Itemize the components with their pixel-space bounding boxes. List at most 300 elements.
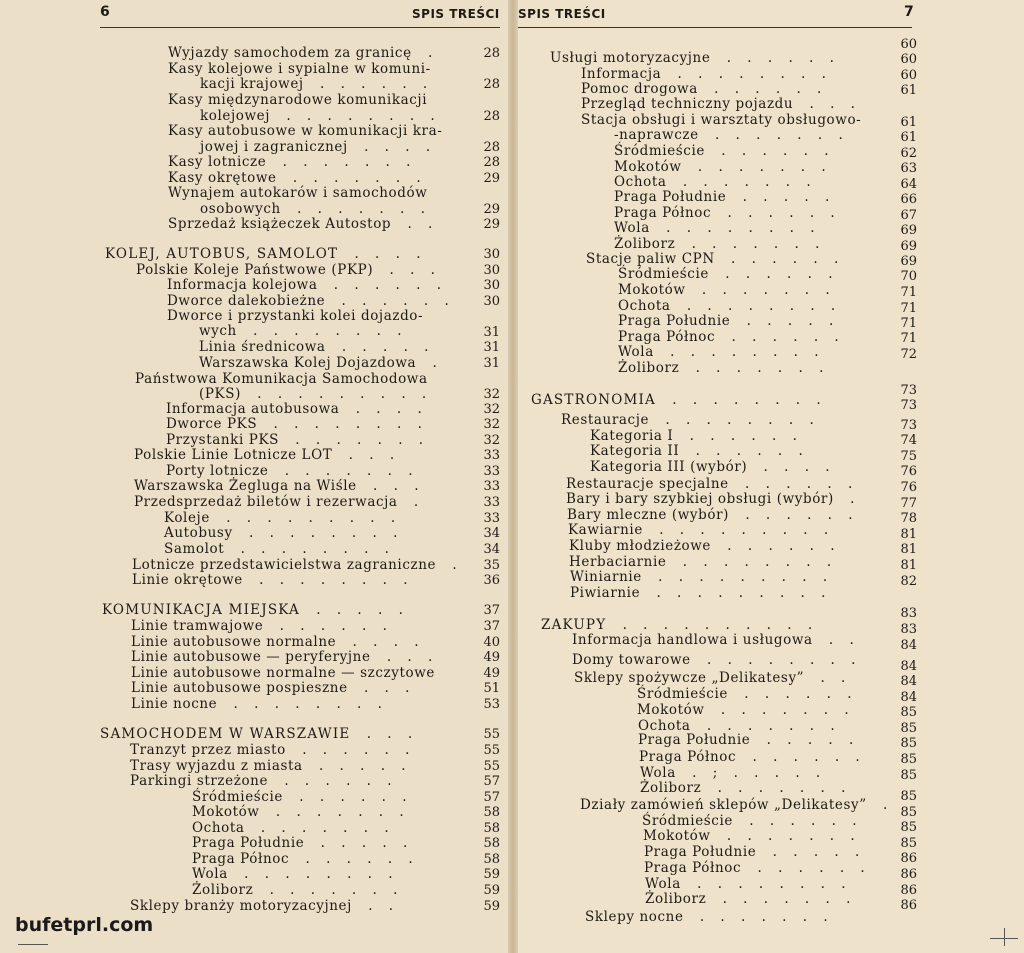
toc-entry xyxy=(614,143,834,159)
toc-leader-dots: . . . . . . xyxy=(716,50,840,66)
toc-leader-dots: . . . . . xyxy=(756,732,860,748)
toc-page-number: 77 xyxy=(900,496,917,511)
toc-leader-dots: . . xyxy=(810,670,852,686)
toc-leader-dots: . . . . . . . xyxy=(274,463,419,479)
toc-entry xyxy=(192,804,410,820)
toc-leader-dots: . . . . . . . . xyxy=(696,652,862,668)
toc-entry-title: Kluby młodzieżowe xyxy=(569,538,712,554)
toc-leader-dots: . xyxy=(422,355,443,371)
header-rule-right xyxy=(516,27,912,28)
toc-entry-title: Wola xyxy=(618,344,654,360)
toc-leader-dots: . . . . . . xyxy=(269,618,393,634)
toc-entry xyxy=(192,866,399,882)
toc-leader-dots: . . . xyxy=(338,447,401,463)
toc-entry xyxy=(561,412,820,428)
toc-entry xyxy=(134,494,424,510)
toc-page-number: 85 xyxy=(900,705,917,720)
toc-entry-title: Kategoria I xyxy=(590,428,674,444)
toc-page-number: 85 xyxy=(900,768,917,783)
toc-leader-dots: . . . xyxy=(376,649,439,665)
toc-entry-title: Państwowa Komunikacja Samochodowa xyxy=(135,371,428,387)
toc-entry xyxy=(643,828,861,844)
toc-leader-dots: . . . . . xyxy=(762,844,866,860)
toc-page-number: 67 xyxy=(900,208,917,223)
toc-entry xyxy=(166,401,428,417)
toc-entry-title: Dworce i przystanki kolei dojazdo- xyxy=(167,308,424,324)
toc-entry-title: Praga Północ xyxy=(618,329,716,345)
toc-entry-title: Linie nocne xyxy=(131,696,218,712)
toc-page-number: 58 xyxy=(483,821,500,836)
toc-entry xyxy=(637,702,855,718)
toc-page-number: 57 xyxy=(483,790,500,805)
toc-entry xyxy=(164,510,401,526)
toc-entry xyxy=(640,765,826,781)
toc-page-number: 85 xyxy=(900,736,917,751)
toc-page-number: 29 xyxy=(483,217,500,232)
toc-entry xyxy=(199,323,408,339)
running-head-right: SPIS TREŚCI xyxy=(518,7,606,21)
toc-leader-dots: . . . . . . xyxy=(331,293,455,309)
toc-leader-dots: . xyxy=(872,797,894,813)
toc-leader-dots: . ; . . . . . xyxy=(681,765,827,781)
toc-page-number: 72 xyxy=(900,347,917,362)
toc-entry-title: wych xyxy=(199,323,237,339)
toc-entry-title: Parkingi strzeżone xyxy=(130,773,269,789)
toc-page-number: 71 xyxy=(900,331,917,346)
toc-entry-title: Linie okrętowe xyxy=(132,572,243,588)
toc-page-number: 71 xyxy=(900,301,917,316)
toc-entry xyxy=(618,298,841,314)
toc-entry-title: Praga Południe xyxy=(192,835,305,851)
toc-page-number: 59 xyxy=(483,899,500,914)
toc-page-number: 28 xyxy=(483,109,500,124)
toc-leader-dots: . . . . . xyxy=(308,758,412,774)
toc-page-number: 58 xyxy=(483,836,500,851)
toc-page-number: 34 xyxy=(483,542,500,557)
toc-page-number: 31 xyxy=(483,356,500,371)
toc-page-number: 76 xyxy=(900,480,917,495)
toc-leader-dots: . . . . xyxy=(345,401,428,417)
toc-entry-title: Kawiarnie xyxy=(568,522,643,538)
toc-entry xyxy=(168,92,427,108)
toc-leader-dots: . . . . . . xyxy=(703,81,828,97)
toc-leader-dots: . . . . . . xyxy=(291,742,416,758)
toc-entry-title: Praga Północ xyxy=(614,205,712,221)
toc-entry-title: Warszawska Żegluga na Wiśle xyxy=(134,478,357,494)
toc-page-number: 73 xyxy=(900,418,917,433)
toc-entry xyxy=(131,665,435,681)
toc-entry xyxy=(200,139,436,155)
toc-page-number: 76 xyxy=(900,464,917,479)
toc-entry xyxy=(614,189,835,205)
toc-page-number: 33 xyxy=(483,448,500,463)
toc-entry-title: (PKS) xyxy=(199,386,241,402)
toc-entry-title: Wola xyxy=(645,876,681,892)
toc-page-number: 37 xyxy=(483,619,500,634)
toc-page-number: 57 xyxy=(483,774,500,789)
toc-leader-dots: . . . . . . xyxy=(309,76,434,92)
toc-leader-dots: . . . . . . . . xyxy=(686,876,852,892)
toc-entry xyxy=(581,96,861,112)
toc-entry-title: Śródmieście xyxy=(614,143,705,159)
toc-entry xyxy=(192,851,419,867)
toc-leader-dots: . . . . . xyxy=(331,339,435,355)
toc-entry-title: Kategoria III (wybór) xyxy=(590,459,748,475)
toc-entry-title: Ochota xyxy=(192,820,245,836)
toc-entry xyxy=(132,557,463,573)
toc-entry xyxy=(590,428,803,444)
toc-page-number: 69 xyxy=(900,239,917,254)
toc-entry-title: Informacja handlowa i usługowa xyxy=(572,632,813,648)
toc-entry xyxy=(132,572,414,588)
toc-leader-dots: . . . . . . . xyxy=(672,174,817,190)
toc-page-number: 73 xyxy=(900,383,917,398)
toc-leader-dots: . . . . . . . . xyxy=(655,220,821,236)
toc-entry-title: Praga Północ xyxy=(192,851,290,867)
toc-entry-title: KOMUNIKACJA MIEJSKA xyxy=(102,602,300,618)
toc-page-number: 83 xyxy=(900,622,917,637)
toc-entry xyxy=(567,507,859,523)
toc-entry xyxy=(200,76,433,92)
toc-entry-title: Wola xyxy=(614,220,650,236)
toc-page-number: 82 xyxy=(900,574,917,589)
toc-entry xyxy=(130,898,399,914)
toc-leader-dots: . . . . . . . xyxy=(265,804,410,820)
toc-entry-title: Restauracje xyxy=(561,412,650,428)
toc-entry-title: Tranzyt przez miasto xyxy=(130,742,286,758)
toc-entry xyxy=(618,282,836,298)
toc-section-heading xyxy=(531,392,827,408)
toc-entry xyxy=(590,443,809,459)
toc-leader-dots: . . . . . . . xyxy=(716,828,861,844)
toc-entry-title: Dworce dalekobieżne xyxy=(167,293,326,309)
toc-entry xyxy=(614,205,841,221)
toc-entry xyxy=(614,236,825,252)
toc-page-number: 49 xyxy=(483,650,500,665)
toc-page-number: 86 xyxy=(900,883,917,898)
toc-page-number: 33 xyxy=(483,464,500,479)
toc-leader-dots: . . . . xyxy=(344,246,427,262)
toc-entry-title: Polskie Linie Lotnicze LOT xyxy=(134,447,333,463)
toc-entry-title: Śródmieście xyxy=(642,813,733,829)
toc-page-number: 28 xyxy=(483,77,500,92)
toc-entry xyxy=(618,360,829,376)
toc-entry-title: Informacja autobusowa xyxy=(166,401,340,417)
toc-page-number: 85 xyxy=(900,721,917,736)
crop-mark-left xyxy=(18,944,48,945)
toc-leader-dots: . . . . . . xyxy=(735,507,859,523)
toc-page-number: 29 xyxy=(483,171,500,186)
toc-leader-dots: . xyxy=(442,557,463,573)
toc-entry-title: Polskie Koleje Państwowe (PKP) xyxy=(136,262,374,278)
toc-entry-title: Herbaciarnie xyxy=(569,554,667,570)
toc-leader-dots: . . . . . xyxy=(736,313,840,329)
toc-leader-dots: . . . . . . . . xyxy=(662,392,827,408)
toc-entry-title: Sklepy nocne xyxy=(585,909,684,925)
toc-entry xyxy=(585,909,834,925)
toc-entry-title: Kasy kolejowe i sypialne w komuni- xyxy=(168,61,431,77)
toc-leader-dots: . . . . . . xyxy=(679,428,803,444)
toc-entry-title: Wola xyxy=(192,866,228,882)
toc-entry xyxy=(642,813,862,829)
toc-entry xyxy=(130,758,412,774)
toc-page-number: 81 xyxy=(900,558,917,573)
toc-leader-dots: . . . . . . . . . xyxy=(648,522,835,538)
toc-leader-dots: . . . . . . xyxy=(295,851,419,867)
toc-leader-dots: . . . . . . xyxy=(288,789,413,805)
toc-page-number: 28 xyxy=(483,46,500,61)
toc-leader-dots: . . . . . . . . xyxy=(672,554,838,570)
toc-page-number: 75 xyxy=(900,449,917,464)
toc-leader-dots: . . . . . . . xyxy=(681,236,826,252)
toc-entry-title: Trasy wyjazdu z miasta xyxy=(130,758,303,774)
toc-leader-dots: . . . . . . . . . xyxy=(647,569,834,585)
toc-leader-dots: . . . . . . . . xyxy=(238,525,404,541)
toc-leader-dots: . . . . . xyxy=(305,602,409,618)
toc-entry xyxy=(200,108,441,124)
toc-leader-dots: . . . . . . . . . xyxy=(246,386,433,402)
toc-entry-title: Mokotów xyxy=(643,828,711,844)
toc-entry xyxy=(134,478,424,494)
toc-leader-dots: . . . . . . . xyxy=(250,820,395,836)
toc-entry-title: Sklepy spożywcze „Delikatesy” xyxy=(574,670,805,686)
toc-leader-dots: . . . . xyxy=(753,459,836,475)
toc-entry-title: Praga Północ xyxy=(639,749,737,765)
page-number-left: 6 xyxy=(100,4,110,20)
toc-page-number: 37 xyxy=(483,603,500,618)
toc-page-number: 49 xyxy=(483,666,500,681)
toc-entry xyxy=(131,634,425,650)
toc-leader-dots: . . xyxy=(818,632,860,648)
toc-page-number: 28 xyxy=(483,155,500,170)
watermark-text: bufetprl.com xyxy=(15,914,154,936)
toc-leader-dots: . . . . . . xyxy=(721,329,845,345)
toc-leader-dots: . . . . . . . xyxy=(691,282,836,298)
toc-entry-title: Wyjazdy samochodem za granicę xyxy=(168,45,412,61)
toc-entry xyxy=(167,277,447,293)
toc-entry xyxy=(569,554,837,570)
toc-entry-title: osobowych xyxy=(200,201,281,217)
toc-leader-dots: . . . . . . . xyxy=(687,159,832,175)
toc-entry-title: Wynajem autokarów i samochodów xyxy=(168,185,428,201)
toc-leader-dots: . . . . . . xyxy=(323,277,447,293)
toc-leader-dots: . . . . . . . xyxy=(286,201,431,217)
toc-entry-title: Linie autobusowe pospieszne xyxy=(131,680,348,696)
toc-page-number: 33 xyxy=(483,511,500,526)
toc-entry-title: Stacja obsługi i warsztaty obsługowo- xyxy=(581,112,862,128)
toc-leader-dots: . . . . . . . . xyxy=(655,412,820,428)
toc-entry xyxy=(574,670,851,686)
toc-entry xyxy=(134,447,400,463)
toc-page-number: 81 xyxy=(900,542,917,557)
toc-entry xyxy=(131,618,393,634)
toc-page-number: 84 xyxy=(900,638,917,653)
toc-entry xyxy=(164,525,403,541)
toc-entry xyxy=(199,339,434,355)
toc-leader-dots: . . xyxy=(357,898,400,914)
toc-entry xyxy=(645,891,856,907)
toc-entry xyxy=(644,844,865,860)
toc-entry xyxy=(166,463,418,479)
toc-leader-dots: . . . . . . . . xyxy=(659,344,825,360)
toc-page-number: 60 xyxy=(900,68,917,83)
toc-entry-title: Bary i bary szybkiej obsługi (wybór) xyxy=(566,491,834,507)
toc-leader-dots: . . . . . xyxy=(310,835,414,851)
toc-entry-title: Żoliborz xyxy=(640,780,702,796)
toc-page-number: 32 xyxy=(483,417,500,432)
toc-page-number: 35 xyxy=(483,558,500,573)
toc-entry xyxy=(136,262,441,278)
toc-leader-dots: . . . . . . xyxy=(742,749,866,765)
toc-leader-dots: . . . . . . . . xyxy=(276,108,441,124)
toc-leader-dots: . . . . . . xyxy=(717,538,841,554)
toc-entry xyxy=(637,686,857,702)
toc-entry xyxy=(618,266,838,282)
toc-entry xyxy=(168,61,431,77)
toc-page-number: 55 xyxy=(483,727,500,742)
toc-page-number: 33 xyxy=(483,495,500,510)
toc-page-number: 71 xyxy=(900,316,917,331)
toc-page-number: 64 xyxy=(900,177,917,192)
toc-entry-title: Działy zamówień sklepów „Delikatesy” xyxy=(580,797,867,813)
toc-page-number: 61 xyxy=(900,83,917,98)
toc-leader-dots: . . . . . . xyxy=(720,251,845,267)
toc-entry-title: Samolot xyxy=(164,541,225,557)
toc-page-number: 85 xyxy=(900,752,917,767)
toc-page-number: 78 xyxy=(900,511,917,526)
toc-page-number: 73 xyxy=(900,398,917,413)
toc-entry-title: Linie tramwajowe xyxy=(131,618,264,634)
toc-page-number: 30 xyxy=(483,278,500,293)
toc-entry-title: Piwiarnie xyxy=(570,585,641,601)
toc-entry xyxy=(167,293,455,309)
toc-entry-title: Śródmieście xyxy=(618,266,709,282)
crop-mark-right-vertical xyxy=(1004,928,1005,946)
toc-leader-dots: . . . . . . xyxy=(738,813,863,829)
toc-leader-dots: . . xyxy=(397,216,439,232)
toc-entry-title: -naprawcze xyxy=(614,127,699,143)
toc-leader-dots: . xyxy=(839,491,861,507)
toc-entry-title: Mokotów xyxy=(618,282,686,298)
toc-leader-dots: . . . . . . . xyxy=(710,702,855,718)
toc-page-number: 40 xyxy=(483,635,500,650)
toc-entry-title: Stacje paliw CPN xyxy=(586,251,715,267)
toc-leader-dots: . xyxy=(403,494,425,510)
header-rule-left xyxy=(100,27,500,28)
toc-page-number: 61 xyxy=(900,115,917,130)
toc-entry-title: GASTRONOMIA xyxy=(531,392,657,408)
toc-leader-dots: . . . . . . . xyxy=(282,170,427,186)
toc-entry xyxy=(199,355,443,371)
toc-leader-dots: . . . . . . xyxy=(734,476,859,492)
toc-entry xyxy=(581,112,861,128)
toc-page-number: 36 xyxy=(483,573,500,588)
toc-entry xyxy=(167,308,423,324)
toc-entry-title: Ochota xyxy=(614,174,667,190)
toc-page-number: 81 xyxy=(900,527,917,542)
toc-entry-title: Usługi motoryzacyjne xyxy=(550,50,711,66)
toc-entry-title: Mokotów xyxy=(614,159,682,175)
toc-leader-dots: . . . . . . . xyxy=(689,909,834,925)
toc-leader-dots: . . . . . . . . xyxy=(248,572,414,588)
toc-entry xyxy=(566,491,860,507)
toc-entry-title: Restauracje specjalne xyxy=(566,476,729,492)
page-number-right: 7 xyxy=(904,4,914,20)
toc-page-number: 85 xyxy=(900,805,917,820)
toc-entry-title: Informacja xyxy=(581,66,662,82)
toc-leader-dots: . . . . . . . . xyxy=(230,541,395,557)
toc-entry xyxy=(640,780,851,796)
toc-entry-title: Lotnicze przedstawicielstwa zagraniczne xyxy=(132,557,437,573)
toc-entry xyxy=(192,882,403,898)
toc-entry xyxy=(645,876,852,892)
toc-entry-title: Kategoria II xyxy=(590,443,680,459)
toc-entry xyxy=(130,742,415,758)
toc-entry xyxy=(618,313,839,329)
toc-leader-dots: . . . xyxy=(362,478,425,494)
toc-entry xyxy=(572,652,861,668)
toc-page-number: 84 xyxy=(900,659,917,674)
toc-entry xyxy=(131,696,388,712)
toc-page-number: 31 xyxy=(483,325,500,340)
toc-entry xyxy=(192,820,395,836)
toc-entry-title: Koleje xyxy=(164,510,210,526)
toc-page-number: 58 xyxy=(483,805,500,820)
toc-leader-dots: . . . . . . . . xyxy=(676,298,842,314)
toc-page-number: 30 xyxy=(483,294,500,309)
toc-leader-dots: . . . . . . xyxy=(717,205,841,221)
toc-entry xyxy=(168,170,427,186)
toc-entry xyxy=(618,329,845,345)
toc-leader-dots: . . . . . . . xyxy=(284,432,430,448)
toc-page-number: 34 xyxy=(483,526,500,541)
toc-entry-title: Linia średnicowa xyxy=(199,339,326,355)
toc-leader-dots: . . . . . . xyxy=(274,773,398,789)
toc-entry xyxy=(131,649,438,665)
toc-entry xyxy=(586,251,844,267)
toc-entry-title: Dworce PKS xyxy=(166,416,258,432)
toc-entry-title: Kasy lotnicze xyxy=(168,154,267,170)
toc-entry xyxy=(614,127,849,143)
toc-leader-dots: . . . . . . . xyxy=(712,891,857,907)
toc-leader-dots: . . . . . . xyxy=(714,266,839,282)
toc-leader-dots: . . . . . . . xyxy=(272,154,417,170)
toc-entry-title: Żoliborz xyxy=(192,882,254,898)
toc-entry xyxy=(581,66,832,82)
toc-page-number: 85 xyxy=(900,836,917,851)
toc-page-number: 31 xyxy=(483,340,500,355)
toc-page-number: 30 xyxy=(483,263,500,278)
toc-page-number: 59 xyxy=(483,867,500,882)
toc-entry-title: Praga Południe xyxy=(644,844,757,860)
toc-page-number: 60 xyxy=(900,37,917,52)
toc-leader-dots: . . . xyxy=(379,262,441,278)
toc-page-number: 63 xyxy=(900,161,917,176)
toc-entry xyxy=(168,154,416,170)
toc-page-number: 85 xyxy=(900,820,917,835)
toc-entry-title: Wola xyxy=(640,765,676,781)
toc-section-heading xyxy=(100,726,418,742)
toc-entry-title: Sklepy branży motoryzacyjnej xyxy=(130,898,352,914)
book-spine xyxy=(508,0,518,953)
toc-page-number: 86 xyxy=(900,898,917,913)
toc-section-heading xyxy=(102,602,409,618)
toc-entry-title: Domy towarowe xyxy=(572,652,691,668)
toc-entry-title: Warszawska Kolej Dojazdowa xyxy=(199,355,417,371)
toc-page-number: 69 xyxy=(900,223,917,238)
toc-leader-dots: . . . . . . . . xyxy=(223,696,388,712)
toc-entry xyxy=(131,680,415,696)
